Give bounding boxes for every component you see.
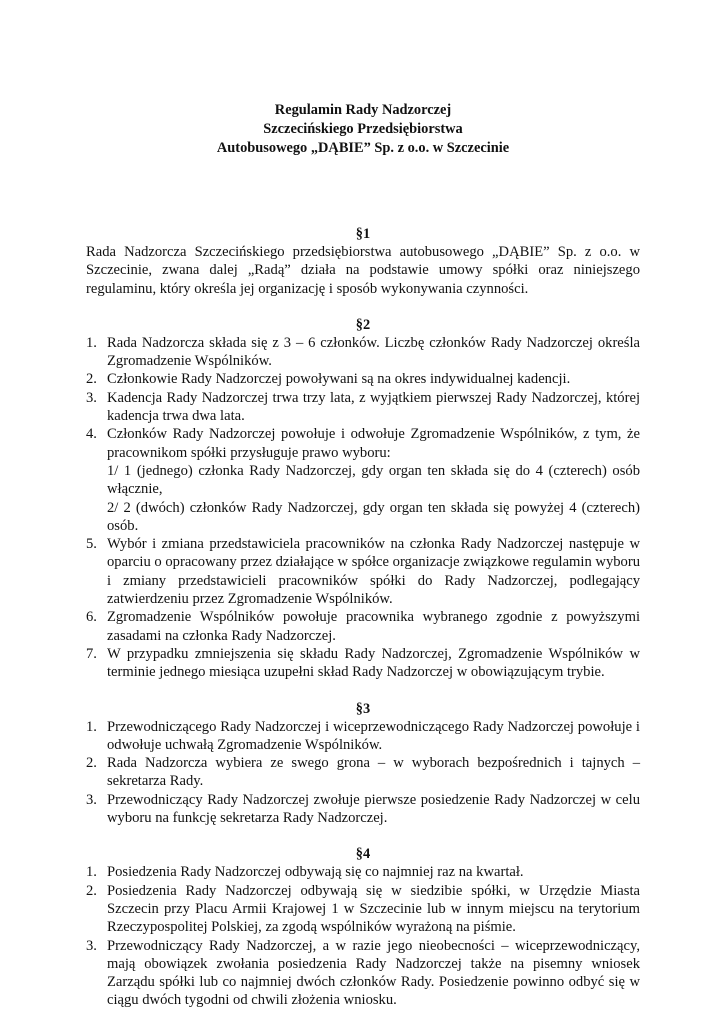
item-text: Rada Nadzorcza wybiera ze swego grona – w wyborach bezpośrednich i tajnych – sekretarza Rady. bbox=[107, 755, 640, 790]
section-1-paragraph: Rada Nadzorcza Szczecińskiego przedsiębiorstwa autobusowego „DĄBIE” Sp. z o.o. w Szczecinie, zwana dalej „Radą” działa na podstawie umowy spółki oraz niniejszego regulaminu, który określa jej organizację i sposób wykonywania czynności. bbox=[86, 244, 640, 297]
item-text: W przypadku zmniejszenia się składu Rady Nadzorczej, Zgromadzenie Wspólników w terminie jednego miesiąca uzupełni skład Rady Nadzorczej w obowiązującym trybie. bbox=[107, 645, 640, 681]
item-number: 3. bbox=[86, 791, 97, 808]
list-item bbox=[86, 645, 640, 682]
item-number: 2. bbox=[86, 882, 97, 899]
item-text: Przewodniczący Rady Nadzorczej zwołuje pierwsze posiedzenie Rady Nadzorczej w celu wyboru na funkcję sekretarza Rady Nadzorczej. bbox=[107, 791, 640, 827]
list-item bbox=[86, 937, 640, 1010]
item-text: Posiedzenia Rady Nadzorczej odbywają się w siedzibie spółki, w Urzędzie Miasta Szczecin przy Placu Armii Krajowej 1 w Szczecinie lub w innym miejscu na terytorium Rzeczypospolitej Polskiej, za zgodą wspólników wyrażoną na piśmie. bbox=[107, 882, 640, 936]
list-item bbox=[86, 608, 640, 645]
document-title bbox=[86, 101, 640, 158]
list-item bbox=[86, 389, 640, 426]
list-item bbox=[86, 370, 640, 388]
title-line-3: Autobusowego „DĄBIE” Sp. z o.o. w Szczecinie bbox=[216, 140, 510, 156]
list-item bbox=[86, 334, 640, 371]
list-item bbox=[86, 718, 640, 755]
item-number: 3. bbox=[86, 389, 97, 406]
list-item bbox=[86, 882, 640, 937]
list-item bbox=[86, 863, 640, 881]
item-text: Wybór i zmiana przedstawiciela pracowników na członka Rady Nadzorczej następuje w oparciu o opracowany przez działające w spółce organizacje związkowe regulamin wyboru i zmiany przedstawicieli pracowników spółki do Rady Nadzorczej, podlegający zatwierdzeniu przez Zgromadzenie Wspólników. bbox=[107, 536, 640, 608]
item-number: 2. bbox=[86, 755, 97, 772]
item-text: Posiedzenia Rady Nadzorczej odbywają się co najmniej raz na kwartał. bbox=[107, 864, 524, 881]
item-number: 5. bbox=[86, 536, 97, 553]
item-text: Przewodniczący Rady Nadzorczej, a w razie jego nieobecności – wiceprzewodniczący, mają obowiązek zwołania posiedzenia Rady Nadzorczej także na pisemny wniosek Zarządu spółki lub co najmniej dwóch członków Rady. Posiedzenie powinno odbyć się w ciągu dwóch tygodni od chwili złożenia wniosku. bbox=[107, 937, 640, 1009]
item-number: 2. bbox=[86, 371, 97, 388]
item-number: 7. bbox=[86, 645, 97, 662]
document-page bbox=[86, 101, 640, 1010]
item-number: 1. bbox=[86, 718, 97, 735]
item-number: 6. bbox=[86, 609, 97, 626]
title-line-1: Regulamin Rady Nadzorczej bbox=[274, 102, 452, 118]
section-2-heading: §2 bbox=[355, 316, 371, 333]
section-3-list bbox=[86, 718, 640, 828]
item-text: Kadencja Rady Nadzorczej trwa trzy lata, z wyjątkiem pierwszej Rady Nadzorczej, której kadencja trwa dwa lata. bbox=[107, 389, 640, 425]
section-2-list bbox=[86, 334, 640, 682]
item-text: Członków Rady Nadzorczej powołuje i odwołuje Zgromadzenie Wspólników, z tym, że pracownikom spółki przysługuje prawo wyboru: bbox=[107, 426, 640, 461]
list-item bbox=[86, 754, 640, 791]
list-item bbox=[86, 425, 640, 535]
section-4-heading: §4 bbox=[355, 846, 371, 863]
section-3-heading: §3 bbox=[355, 700, 371, 717]
section-1-heading: §1 bbox=[355, 226, 371, 242]
title-line-2: Szczecińskiego Przedsiębiorstwa bbox=[263, 121, 463, 137]
list-item bbox=[86, 535, 640, 608]
item-number: 1. bbox=[86, 864, 97, 881]
item-text: Przewodniczącego Rady Nadzorczej i wiceprzewodniczącego Rady Nadzorczej powołuje i odwołuje uchwałą Zgromadzenie Wspólników. bbox=[107, 718, 640, 753]
section-4-list bbox=[86, 863, 640, 1009]
item-subpoint-1: 1/ 1 (jednego) członka Rady Nadzorczej, gdy organ ten składa się do 4 (czterech) osób włącznie, bbox=[107, 462, 640, 498]
item-text: Zgromadzenie Wspólników powołuje pracownika wybranego zgodnie z powyższymi zasadami na członka Rady Nadzorczej. bbox=[107, 609, 640, 644]
item-number: 4. bbox=[86, 426, 97, 443]
item-text: Członkowie Rady Nadzorczej powoływani są na okres indywidualnej kadencji. bbox=[107, 371, 571, 388]
item-number: 1. bbox=[86, 334, 97, 351]
item-text: Rada Nadzorcza składa się z 3 – 6 członków. Liczbę członków Rady Nadzorczej określa Zgromadzenie Wspólników. bbox=[107, 334, 640, 370]
list-item bbox=[86, 791, 640, 828]
item-subpoint-2: 2/ 2 (dwóch) członków Rady Nadzorczej, gdy organ ten składa się powyżej 4 (czterech) osób. bbox=[107, 499, 640, 534]
item-number: 3. bbox=[86, 937, 97, 954]
